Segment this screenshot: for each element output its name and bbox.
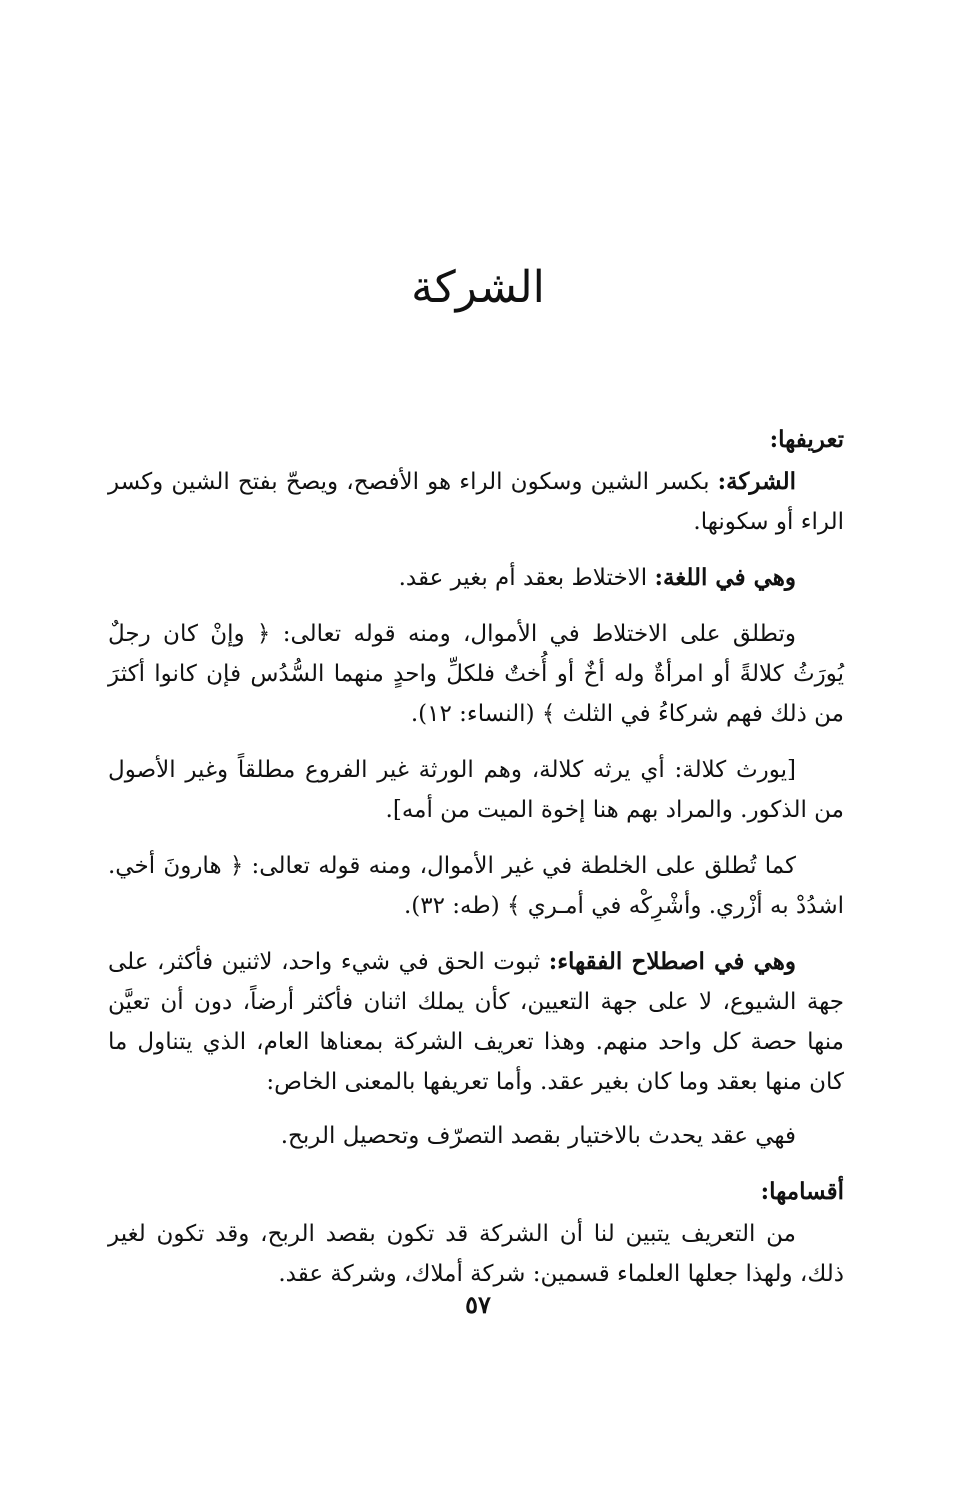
paragraph-text: بكسر الشين وسكون الراء هو الأفصح، ويصحّ بفتح الشين وكسر الراء أو سكونها.: [108, 469, 844, 535]
paragraph-special-definition: فهي عقد يحدث بالاختيار بقصد التصرّف وتحصيل الربح.: [280, 1123, 796, 1149]
page-number: ٥٧: [465, 1290, 491, 1319]
paragraph-types: من التعريف يتبين لنا أن الشركة قد تكون بقصد الربح، وقد تكون لغير ذلك، ولهذا جعلها العلماء قسمين: شركة أملاك، وشركة عقد.: [108, 1221, 844, 1287]
term-sharika: الشركة:: [717, 468, 796, 495]
paragraph-text: الاختلاط بعقد أم بغير عقد.: [398, 565, 655, 591]
page-title: الشركة: [411, 262, 545, 313]
term-jurists: وهي في اصطلاح الفقهاء:: [548, 948, 796, 975]
section-heading-definition: تعريفها:: [769, 426, 844, 453]
page-body: [108, 420, 844, 1310]
paragraph-quran-nisa: وتطلق على الاختلاط في الأموال، ومنه قوله تعالى: ﴿ وإنْ كان رجلٌ يُورَثُ كلالةً أو امرأةٌ وله أخٌ أو أُختٌ فلكلِّ واحدٍ منهما السُّدُس فإن كانوا أكثرَ من ذلك فهم شركاءُ في الثلث ﴾ (النساء: ١٢).: [108, 621, 844, 727]
term-linguistic: وهي في اللغة:: [654, 564, 796, 591]
section-heading-types: أقسامها:: [760, 1178, 844, 1205]
paragraph-etymology: [108, 462, 844, 542]
paragraph-quran-taha: كما تُطلق على الخلطة في غير الأموال، ومنه قوله تعالى: ﴿ هارونَ أخي. اشدُدْ به أزْري. وأشْرِكْه في أمـري ﴾ (طه: ٣٢).: [108, 853, 844, 919]
paragraph-text: ثبوت الحق في شيء واحد، لاثنين فأكثر، على جهة الشيوع، لا على جهة التعيين، كأن يملك اثنان فأكثر أرضاً، دون أن تعيَّن منها حصة كل واحد منهم. وهذا تعريف الشركة بمعناها العام، الذي يتناول ما كان منها بعقد وما كان بغير عقد. وأما تعريفها بالمعنى الخاص:: [108, 949, 844, 1095]
paragraph-kalala-note: [يورث كلالة: أي يرثه كلالة، وهم الورثة غير الفروع مطلقاً وغير الأصول من الذكور. والمراد بهم هنا إخوة الميت من أمه].: [108, 757, 844, 823]
paragraph-jurists-definition: [108, 942, 844, 1102]
paragraph-linguistic: [108, 558, 844, 598]
